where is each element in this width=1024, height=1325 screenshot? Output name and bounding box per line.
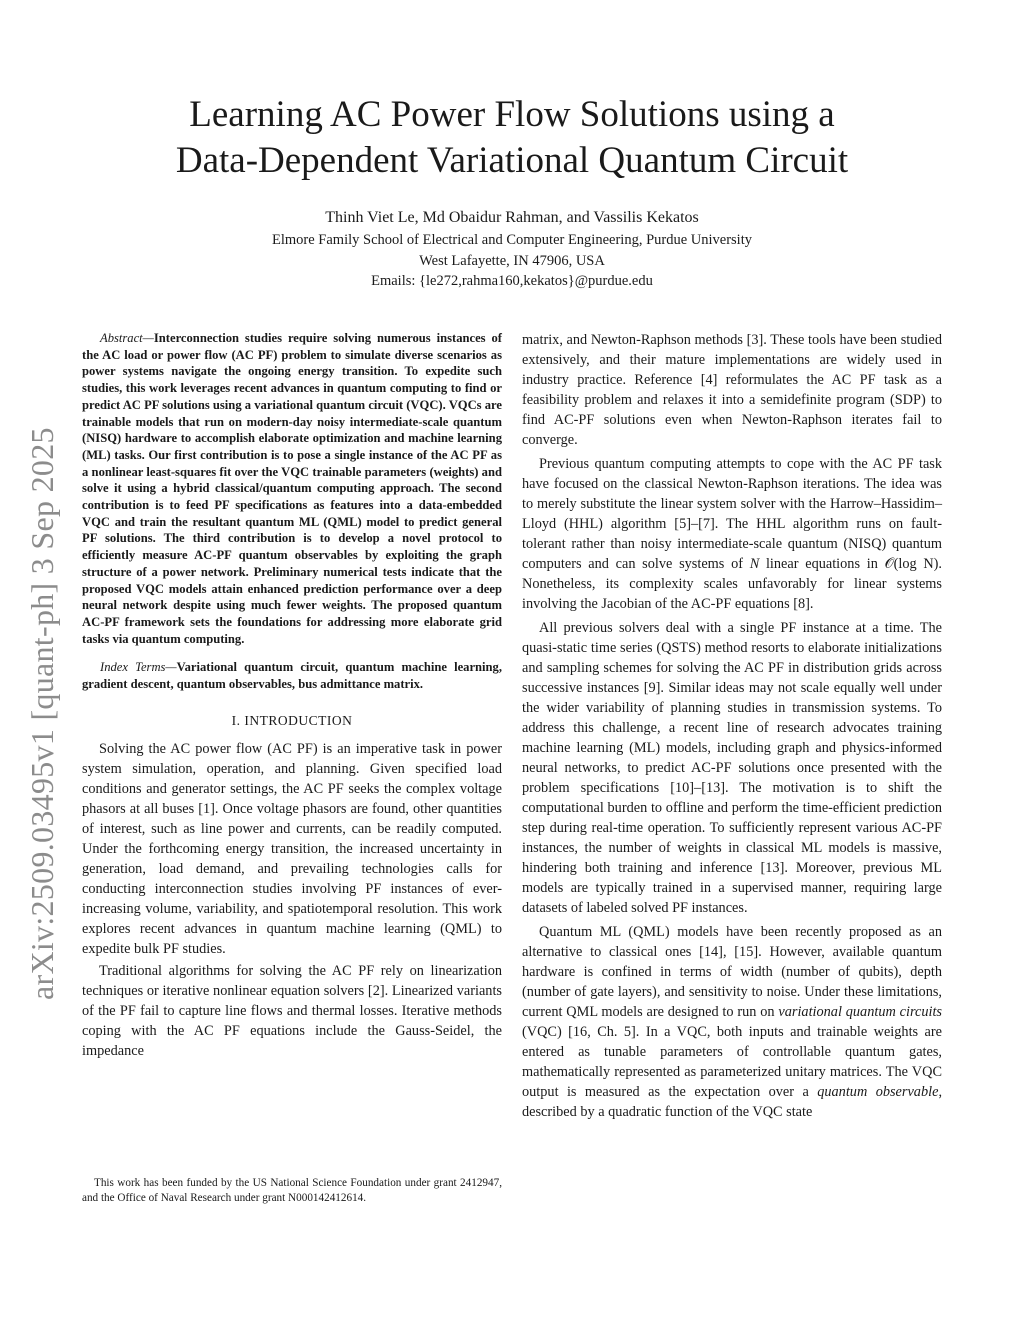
section-heading-introduction: I. INTRODUCTION: [231, 712, 353, 728]
abstract-label: Abstract—: [100, 331, 154, 345]
index-terms-text: Variational quantum circuit, quantum machine learning, gradient descent, quantum observables, bus admittance matrix.: [82, 660, 502, 692]
abstract-text: Interconnection studies require solving numerous instances of the AC load or power flow (AC PF) problem to simulate diverse scenarios as power systems navigate the ongoing energy transition. To expedite such studies, this work leverages recent advances in quantum computing to find or predict AC PF solutions using a variational quantum circuit (VQC). VQCs are trainable models that run on modern-day noisy intermediate-scale quantum (NISQ) hardware to accomplish elaborate optimization and machine learning (ML) tasks. Our first contribution is to pose a single instance of the AC PF as a nonlinear least-squares fit over the VQC trainable parameters (weights) and solve it using a hybrid classical/quantum computing approach. The second contribution is to feed PF specifications as features into a data-embedded VQC and train the resultant quantum ML (QML) model to predict general PF solutions. The third contribution is to develop a novel protocol to efficiently measure AC-PF quantum observables by exploiting the graph structure of a power network. Preliminary numerical tests indicate that the proposed VQC models attain enhanced prediction performance over a deep neural network despite using much fewer weights. The proposed quantum AC-PF framework sets the foundations for addressing more elaborate grid tasks via quantum computing.: [82, 331, 502, 646]
p2-text-c: . Nonetheless, its complexity scales unfavorably for linear systems involving the Jacobian of the AC-PF equations [8].: [522, 556, 942, 612]
p2-complexity: 𝒪(log N): [884, 556, 939, 572]
intro-paragraph-2: Traditional algorithms for solving the AC PF rely on linearization techniques or iterative nonlinear equation solvers [2]. Linearized variants of the PF fail to capture line flows and thermal losses. Iterative methods coping with the AC PF equations include the Gauss-Seidel, the impedance: [82, 962, 502, 1059]
right-paragraph-3: All previous solvers deal with a single PF instance at a time. The quasi-static time series (QSTS) method resorts to elaborate initializations and sampling schemes for solving the AC PF in distribution grids across successive instances [9]. Similar ideas may not scale equally well under the wider variability of planning studies in transmission systems. To address this challenge, a recent line of research advocates training machine learning (ML) models, including graph and physics-informed neural networks, to predict AC-PF solutions once presented with the problem specifications [10]–[13]. The motivation is to shift the computational burden to offline and perform the time-efficient prediction step during real-time operation. To sufficiently represent various AC-PF instances, the number of weights in classical ML models is massive, hindering both training and inference [13]. Moreover, previous ML models are typically trained in a supervised manner, requiring large datasets of labeled solved PF instances.: [522, 620, 942, 916]
affiliation-address: West Lafayette, IN 47906, USA: [419, 252, 605, 269]
right-column: [522, 330, 942, 1126]
p4-text-c: , described by a quadratic function of the VQC state: [522, 1084, 943, 1120]
p2-variable-n: N: [749, 556, 760, 572]
title-line-2: Data-Dependent Variational Quantum Circuit: [175, 140, 849, 181]
p2-text-a: Previous quantum computing attempts to cope with the AC PF task have focused on the classical Newton-Raphson iterations. The idea was to merely substitute the linear system solver with the Harrow–Hassidim–Lloyd (HHL) algorithm [5]–[7]. The HHL algorithm runs on fault-tolerant rather than noisy intermediate-scale quantum (NISQ) quantum computers and can solve systems of: [522, 456, 942, 572]
p4-emphasis-vqc: variational quantum circuits: [778, 1004, 942, 1020]
affiliation-block: [100, 230, 924, 292]
index-terms-label: Index Terms—: [100, 660, 177, 675]
intro-paragraph-1: Solving the AC power flow (AC PF) is an imperative task in power system simulation, operation, and planning. Given specified load conditions and generator settings, the AC PF seeks the complex voltage phasors at all buses [1]. Once voltage phasors are found, other quantities of interest, such as line power and currents, can be readily computed. Under the forthcoming energy transition, the increased uncertainty in generation, load demand, and prevailing technologies calls for conducting interconnection studies involving PF instances of ever-increasing volume, variability, and spatiotemporal resolution. This work explores recent advances in quantum machine learning (QML) to expedite bulk PF studies.: [82, 740, 502, 957]
left-column: [82, 330, 502, 1061]
p4-text-b: (VQC) [16, Ch. 5]. In a VQC, both inputs and trainable weights are entered as tunable parameters of controllable quantum gates, mathematically represented as parameterized unitary matrices. The VQC output is measured as the expectation over a: [522, 1024, 942, 1100]
title-line-1: Learning AC Power Flow Solutions using a: [189, 94, 835, 135]
affiliation-school: Elmore Family School of Electrical and Computer Engineering, Purdue University: [271, 232, 752, 248]
p4-text-a: Quantum ML (QML) models have been recently proposed as an alternative to classical ones [14], [15]. However, available quantum hardware is confined in terms of width (number of qubits), depth (number of gate layers), and sensitivity to noise. Under these limitations, current QML models are designed to run on: [522, 924, 942, 1020]
paper-title: [100, 92, 924, 184]
p2-text-b: linear equations in: [759, 556, 885, 572]
funding-footnote: This work has been funded by the US National Science Foundation under grant 2412947, and the Office of Naval Research under grant N000142412614.: [82, 1177, 502, 1204]
affiliation-emails: Emails: {le272,rahma160,kekatos}@purdue.edu: [371, 273, 653, 289]
p4-emphasis-observable: quantum observable: [817, 1084, 939, 1100]
abstract: [82, 330, 502, 647]
author-list: Thinh Viet Le, Md Obaidur Rahman, and Vassilis Kekatos: [325, 209, 699, 226]
right-paragraph-1: matrix, and Newton-Raphson methods [3]. These tools have been studied extensively, and their mature implementations are widely used in industry practice. Reference [4] reformulates the AC PF task as a feasibility problem and relaxes it into a semidefinite program (SDP) to find AC-PF solutions even when Newton-Raphson iterates fail to converge.: [522, 332, 942, 448]
right-paragraph-4: [522, 922, 942, 1122]
index-terms: [82, 659, 502, 692]
right-paragraph-2: [522, 454, 942, 614]
arxiv-stamp: arXiv:2509.03495v1 [quant-ph] 3 Sep 2025: [24, 427, 60, 1000]
